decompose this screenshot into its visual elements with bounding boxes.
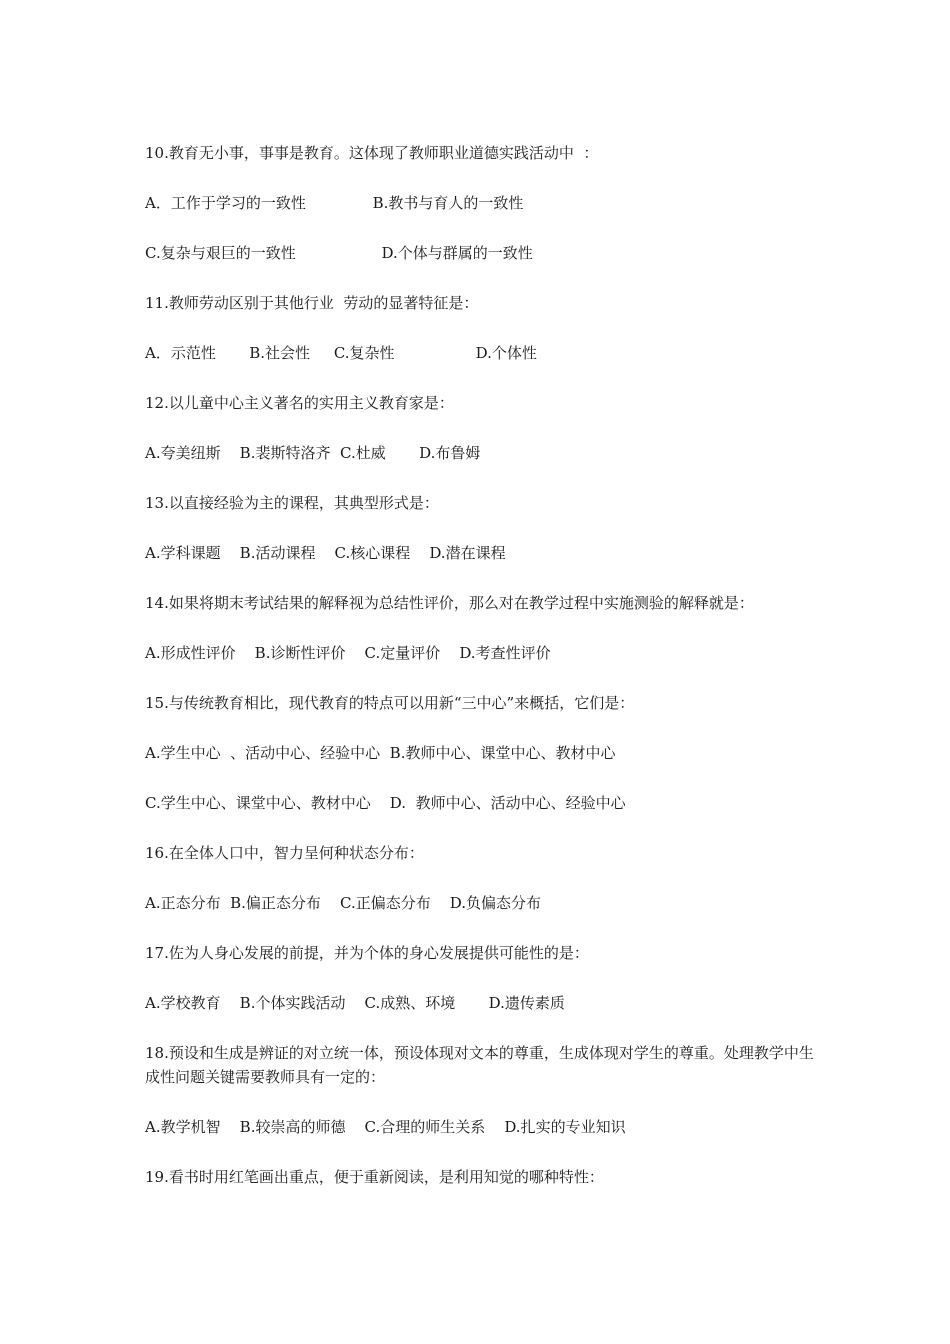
question-12-stem: 12.以儿童中心主义著名的实用主义教育家是：	[145, 394, 454, 412]
question-17-stem: 17.佐为人身心发展的前提，并为个体的身心发展提供可能性的是：	[145, 944, 589, 962]
question-16-options: A.正态分布 B.偏正态分布 C.正偏态分布 D.负偏态分布	[145, 894, 542, 912]
question-10-stem: 10.教育无小事，事事是教育。这体现了教师职业道德实践活动中 ：	[145, 144, 599, 162]
question-list	[145, 141, 825, 1215]
question-14-stem: 14.如果将期末考试结果的解释视为总结性评价，那么对在教学过程中实施测验的解释就是：	[145, 594, 754, 612]
question-17-options: A.学校教育 B.个体实践活动 C.成熟、环境 D.遗传素质	[145, 994, 565, 1012]
question-15-stem: 15.与传统教育相比，现代教育的特点可以用新“三中心”来概括，它们是：	[145, 694, 635, 712]
question-10-options-ab: A．工作于学习的一致性 B.教书与育人的一致性	[145, 194, 524, 212]
question-11-options: A．示范性 B.社会性 C.复杂性 D.个体性	[145, 344, 537, 362]
question-16-stem: 16.在全体人口中，智力呈何种状态分布：	[145, 844, 424, 862]
question-18-stem: 18.预设和生成是辨证的对立统一体，预设体现对文本的尊重，生成体现对学生的尊重。处理教学中生成性问题关键需要教师具有一定的：	[145, 1044, 814, 1086]
question-11-stem: 11.教师劳动区别于其他行业 劳动的显著特征是：	[145, 294, 479, 312]
question-12-options: A.夸美纽斯 B.裴斯特洛齐 C.杜威 D.布鲁姆	[145, 444, 481, 462]
question-10-options-cd: C.复杂与艰巨的一致性 D.个体与群属的一致性	[145, 244, 533, 262]
question-13-options: A.学科课题 B.活动课程 C.核心课程 D.潜在课程	[145, 544, 506, 562]
question-15-options-ab: A.学生中心 、活动中心、经验中心 B.教师中心、课堂中心、教材中心	[145, 744, 616, 762]
question-13-stem: 13.以直接经验为主的课程，其典型形式是：	[145, 494, 439, 512]
question-15-options-cd: C.学生中心、课堂中心、教材中心 D. 教师中心、活动中心、经验中心	[145, 794, 626, 812]
question-19-stem: 19.看书时用红笔画出重点，便于重新阅读，是利用知觉的哪种特性：	[145, 1168, 604, 1186]
question-18-options: A.教学机智 B.较崇高的师德 C.合理的师生关系 D.扎实的专业知识	[145, 1118, 626, 1136]
question-14-options: A.形成性评价 B.诊断性评价 C.定量评价 D.考查性评价	[145, 644, 551, 662]
